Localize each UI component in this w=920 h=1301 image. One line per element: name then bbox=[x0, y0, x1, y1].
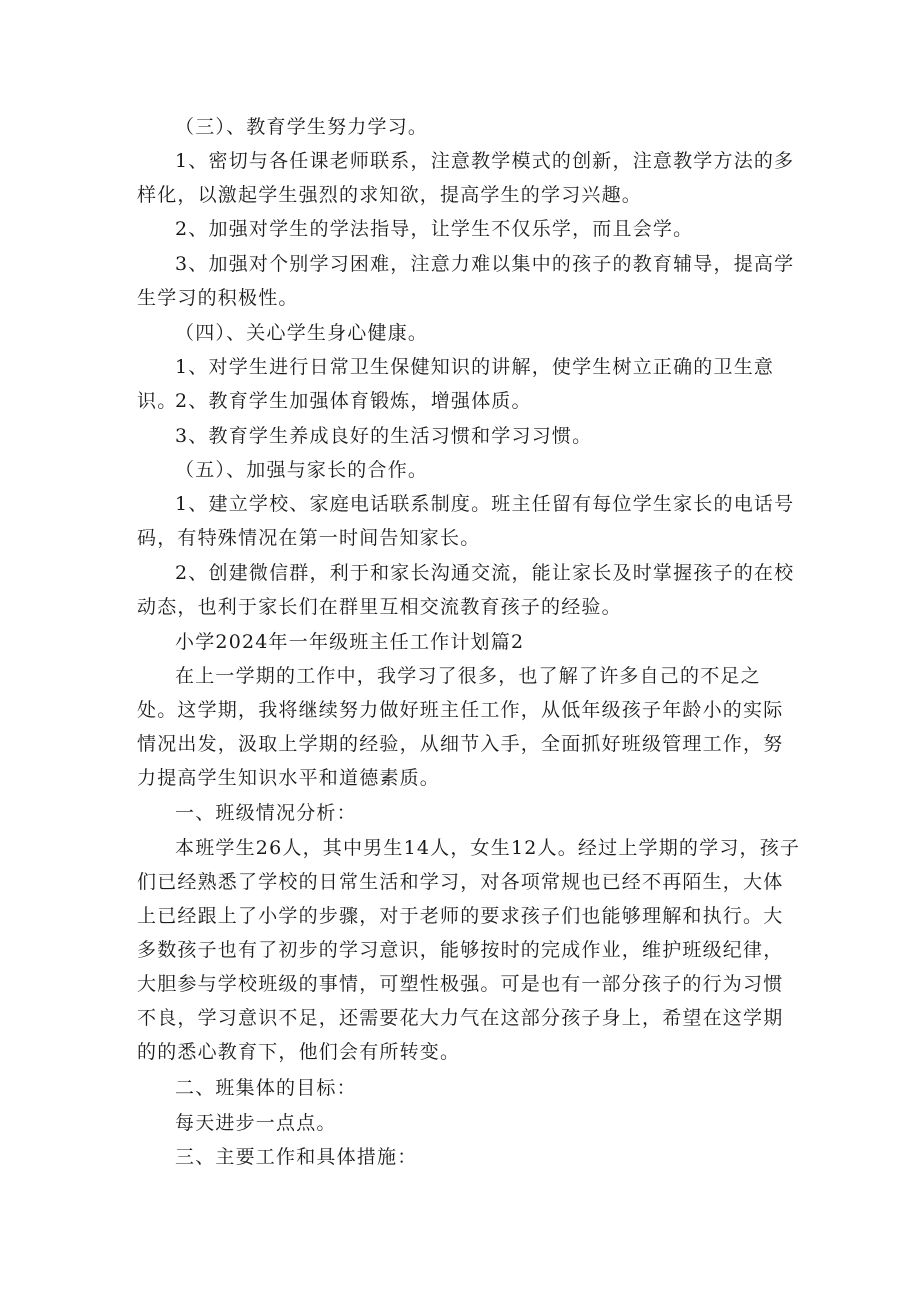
paragraph: 1、密切与各任课老师联系，注意教学模式的创新，注意教学方法的多样化，以激起学生强烈的求知欲，提高学生的学习兴趣。 bbox=[137, 150, 795, 206]
paragraph: 1、对学生进行日常卫生保健知识的讲解，使学生树立正确的卫生意识。 bbox=[137, 356, 775, 412]
section-heading-4: （四）、关心学生身心健康。 bbox=[175, 322, 429, 344]
paragraph: 1、建立学校、家庭电话联系制度。班主任留有每位学生家长的电话号码，有特殊情况在第一时间告知家长。 bbox=[137, 493, 795, 549]
paragraph: 2、教育学生加强体育锻炼，增强体质。 bbox=[175, 390, 532, 412]
section-heading-1: 一、班级情况分析： bbox=[175, 802, 357, 824]
paragraph: 3、加强对个别学习困难，注意力难以集中的孩子的教育辅导，提高学生学习的积极性。 bbox=[137, 253, 795, 309]
section-heading-5: （五）、加强与家长的合作。 bbox=[175, 459, 429, 481]
article-title: 小学2024年一年级班主任工作计划篇2 bbox=[175, 631, 525, 653]
paragraph: 2、加强对学生的学法指导，让学生不仅乐学，而且会学。 bbox=[175, 218, 694, 240]
paragraph: 3、教育学生养成良好的生活习惯和学习习惯。 bbox=[175, 425, 593, 447]
paragraph: 本班学生26人，其中男生14人，女生12人。经过上学期的学习，孩子们已经熟悉了学校的日常生活和学习，对各项常规也已经不再陌生，大体上已经跟上了小学的步骤，对于老师的要求孩子们也能够理解和执行。大多数孩子也有了初步的学习意识，能够按时的完成作业，维护班级纪律，大胆参与学校班级的事情，可塑性极强。可是也有一部分孩子的行为习惯不良，学习意识不足，还需要花大力气在这部分孩子身上，希望在这学期的的悉心教育下，他们会有所转变。 bbox=[137, 837, 801, 1063]
section-heading-3: （三）、教育学生努力学习。 bbox=[175, 116, 429, 138]
paragraph: 每天进步一点点。 bbox=[175, 1112, 337, 1134]
paragraph: 在上一学期的工作中，我学习了很多，也了解了许多自己的不足之处。这学期，我将继续努力做好班主任工作，从低年级孩子年龄小的实际情况出发，汲取上学期的经验，从细节入手，全面抓好班级管理工作，努力提高学生知识水平和道德素质。 bbox=[137, 665, 784, 789]
paragraph: 2、创建微信群，利于和家长沟通交流，能让家长及时掌握孩子的在校动态，也利于家长们在群里互相交流教育孩子的经验。 bbox=[137, 562, 795, 618]
section-heading-2: 二、班集体的目标： bbox=[175, 1077, 357, 1099]
section-heading-3-main: 三、主要工作和具体措施： bbox=[175, 1146, 418, 1168]
